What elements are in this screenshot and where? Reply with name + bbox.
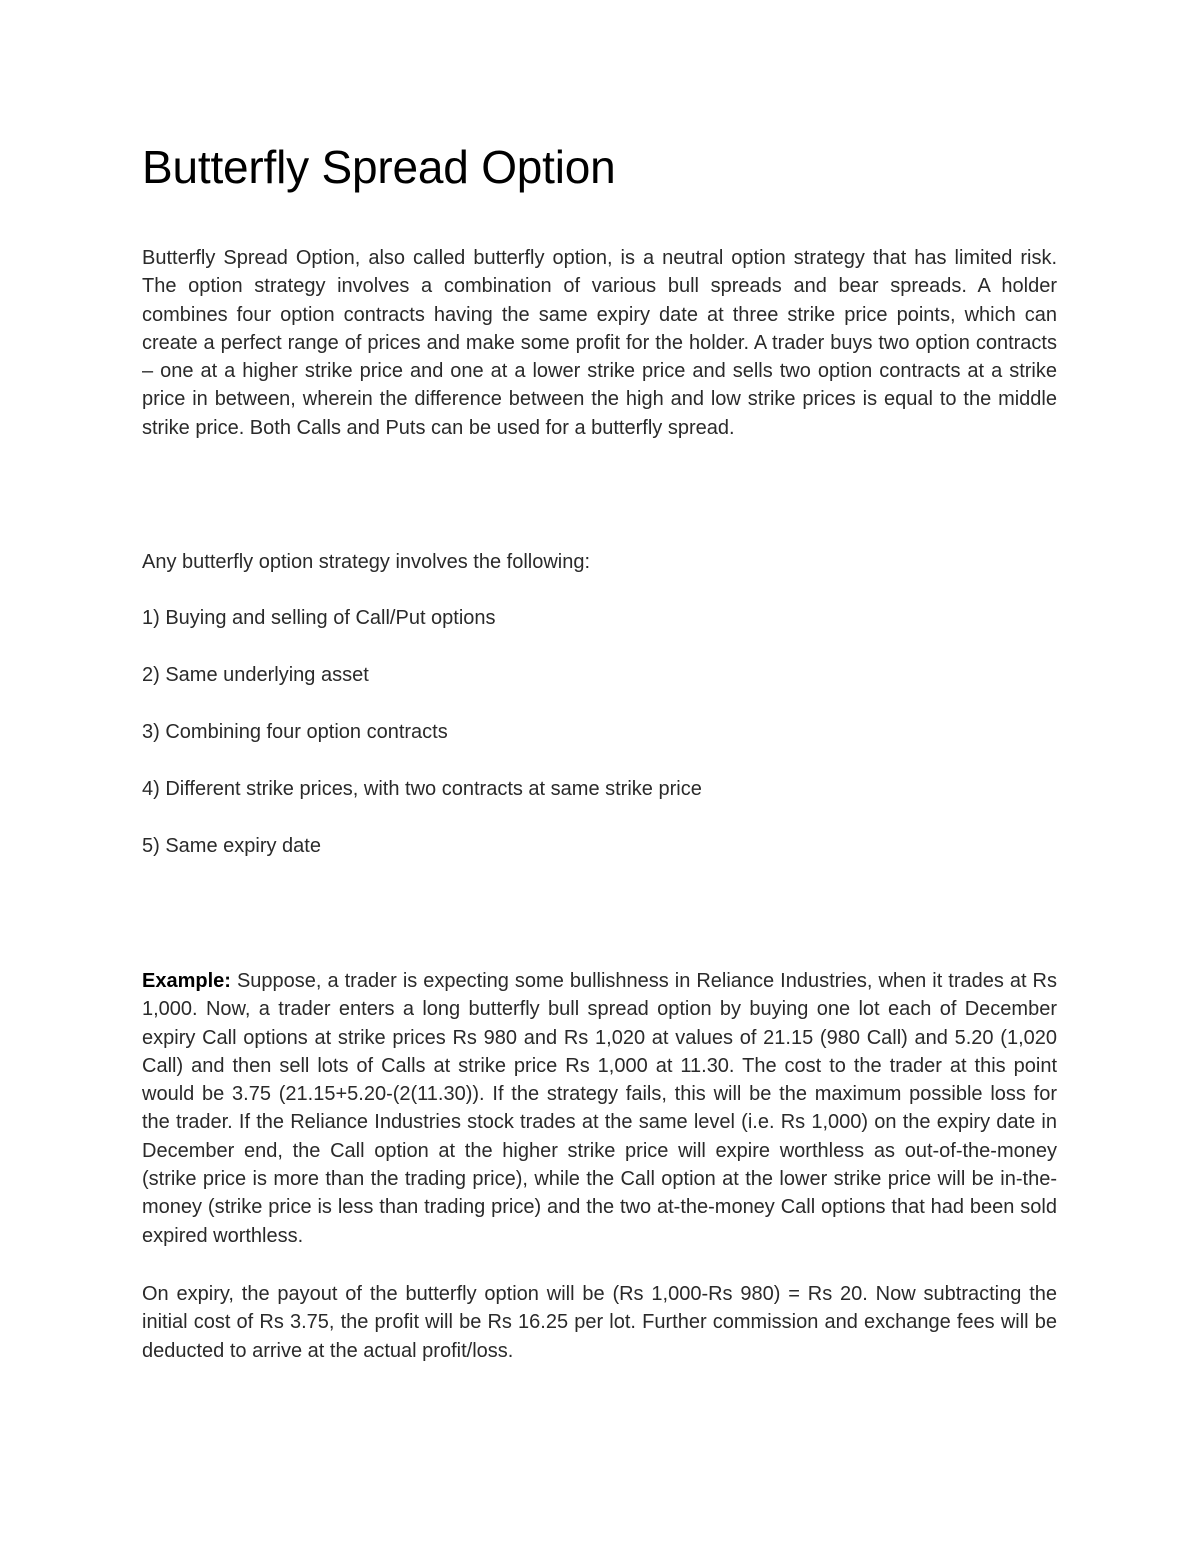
- page-title: Butterfly Spread Option: [142, 141, 616, 193]
- list-item: 5) Same expiry date: [142, 835, 321, 857]
- example-text: Suppose, a trader is expecting some bullishness in Reliance Industries, when it trades at Rs 1,000. Now, a trader enters a long butterfly bull spread option by buying one lot each of December expiry Call options at strike prices Rs 980 and Rs 1,020 at values of 21.15 (980 Call) and 5.20 (1,020 Call) and then sell lots of Calls at strike price Rs 1,000 at 11.30. The cost to the trader at this point would be 3.75 (21.15+5.20-(2(11.30)). If the strategy fails, this will be the maximum possible loss for the trader. If the Reliance Industries stock trades at the same level (i.e. Rs 1,000) on the expiry date in December end, the Call option at the higher strike price will expire worthless as out-of-the-money (strike price is more than the trading price), while the Call option at the lower strike price will be in-the-money (strike price is less than trading price) and the two at-the-money Call options that had been sold expired worthless.: [142, 970, 1057, 1247]
- example-label: Example:: [142, 970, 231, 992]
- list-item: 4) Different strike prices, with two contracts at same strike price: [142, 778, 702, 800]
- intro-paragraph: Butterfly Spread Option, also called butterfly option, is a neutral option strategy that has limited risk. The option strategy involves a combination of various bull spreads and bear spreads. A holder combines four option contracts having the same expiry date at three strike price points, which can create a perfect range of prices and make some profit for the holder. A trader buys two option contracts – one at a higher strike price and one at a lower strike price and sells two option contracts at a strike price in between, wherein the difference between the high and low strike prices is equal to the middle strike price. Both Calls and Puts can be used for a butterfly spread.: [142, 247, 1057, 439]
- list-lead: Any butterfly option strategy involves the following:: [142, 551, 591, 573]
- list-item: 3) Combining four option contracts: [142, 721, 448, 743]
- list-item: 1) Buying and selling of Call/Put options: [142, 607, 496, 629]
- example-paragraph: [142, 967, 1057, 1250]
- payout-paragraph: On expiry, the payout of the butterfly option will be (Rs 1,000-Rs 980) = Rs 20. Now subtracting the initial cost of Rs 3.75, the profit will be Rs 16.25 per lot. Further commission and exchange fees will be deducted to arrive at the actual profit/loss.: [142, 1283, 1057, 1362]
- list-item: 2) Same underlying asset: [142, 664, 369, 686]
